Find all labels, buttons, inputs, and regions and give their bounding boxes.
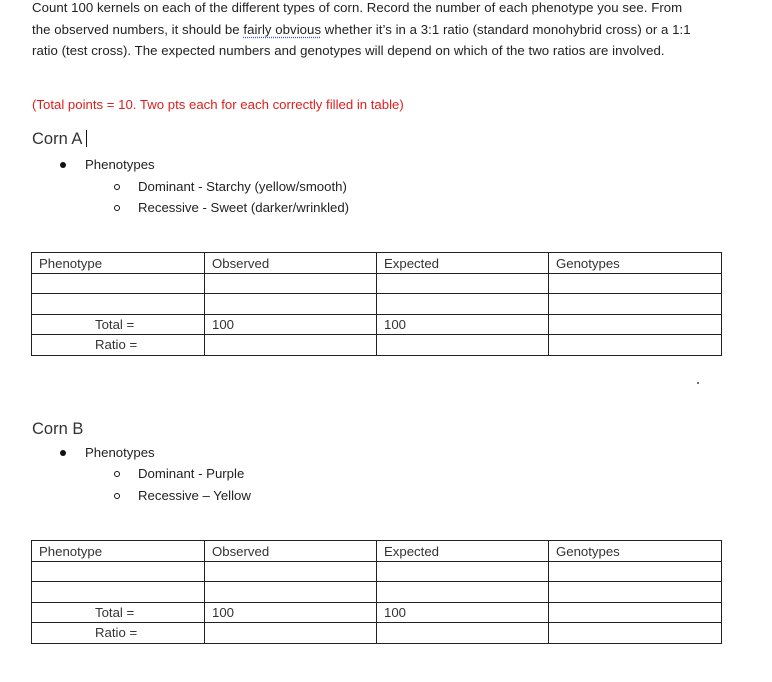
total-label: Total = bbox=[32, 602, 205, 622]
corn-b-phenotypes-label: Phenotypes bbox=[85, 445, 155, 460]
bullet-circle-icon bbox=[114, 471, 120, 477]
header-genotypes: Genotypes bbox=[549, 541, 722, 562]
corn-a-heading bbox=[32, 130, 87, 149]
table-cell[interactable] bbox=[205, 294, 377, 314]
observed-total[interactable]: 100 bbox=[205, 314, 377, 334]
stray-mark bbox=[697, 382, 699, 384]
header-observed: Observed bbox=[205, 541, 377, 562]
table-header-row bbox=[32, 253, 722, 274]
table-cell[interactable] bbox=[549, 562, 722, 582]
observed-total[interactable]: 100 bbox=[205, 602, 377, 622]
instructions-paragraph bbox=[32, 0, 702, 62]
corn-b-recessive-text: Recessive – Yellow bbox=[138, 488, 251, 503]
instructions-underlined-phrase: fairly obvious bbox=[243, 21, 322, 37]
header-phenotype: Phenotype bbox=[32, 253, 205, 274]
corn-a-phenotypes-label: Phenotypes bbox=[85, 157, 155, 172]
corn-a-heading-text: Corn A bbox=[32, 130, 83, 148]
table-header-row bbox=[32, 541, 722, 562]
corn-b-dominant-text: Dominant - Purple bbox=[138, 466, 245, 481]
table-cell[interactable] bbox=[205, 623, 377, 643]
table-cell[interactable] bbox=[205, 274, 377, 294]
expected-total[interactable]: 100 bbox=[377, 314, 549, 334]
header-phenotype: Phenotype bbox=[32, 541, 205, 562]
table-row bbox=[32, 562, 722, 582]
table-cell[interactable] bbox=[377, 274, 549, 294]
header-genotypes: Genotypes bbox=[549, 253, 722, 274]
table-cell[interactable] bbox=[377, 335, 549, 355]
ratio-row bbox=[32, 623, 722, 643]
table-cell[interactable] bbox=[32, 274, 205, 294]
corn-a-dominant-text: Dominant - Starchy (yellow/smooth) bbox=[138, 179, 347, 194]
points-note: (Total points = 10. Two pts each for each correctly filled in table) bbox=[32, 97, 404, 112]
table-row bbox=[32, 274, 722, 294]
table-row bbox=[32, 582, 722, 602]
corn-b-table bbox=[31, 540, 722, 644]
table-cell[interactable] bbox=[549, 335, 722, 355]
header-expected: Expected bbox=[377, 253, 549, 274]
corn-b-heading: Corn B bbox=[32, 420, 84, 438]
table-cell[interactable] bbox=[205, 582, 377, 602]
table-cell[interactable] bbox=[549, 582, 722, 602]
table-cell[interactable] bbox=[549, 623, 722, 643]
table-cell[interactable] bbox=[377, 294, 549, 314]
header-observed: Observed bbox=[205, 253, 377, 274]
header-expected: Expected bbox=[377, 541, 549, 562]
table-cell[interactable] bbox=[549, 294, 722, 314]
instructions-text-2: whether it’s in a 3:1 ratio (standard monohybrid cross) or a 1:1 ratio (test cross). The expected numbers and genotypes will depend on which of the two ratios are involved. bbox=[32, 21, 691, 58]
corn-a-table bbox=[31, 252, 722, 356]
bullet-circle-icon bbox=[114, 493, 120, 499]
table-cell[interactable] bbox=[32, 562, 205, 582]
bullet-circle-icon bbox=[114, 184, 120, 190]
ratio-label: Ratio = bbox=[32, 623, 205, 643]
total-row bbox=[32, 314, 722, 334]
table-cell[interactable] bbox=[549, 314, 722, 334]
table-cell[interactable] bbox=[377, 582, 549, 602]
ratio-label: Ratio = bbox=[32, 335, 205, 355]
table-cell[interactable] bbox=[32, 294, 205, 314]
bullet-dot-icon bbox=[60, 450, 66, 456]
total-row bbox=[32, 602, 722, 622]
table-cell[interactable] bbox=[205, 562, 377, 582]
expected-total[interactable]: 100 bbox=[377, 602, 549, 622]
instructions-text-1: Count 100 kernels on each of the different types of corn. Record the number of each phenotype you see. From the observed numbers, it should be bbox=[32, 0, 683, 37]
table-cell[interactable] bbox=[377, 562, 549, 582]
ratio-row bbox=[32, 335, 722, 355]
bullet-dot-icon bbox=[60, 162, 66, 168]
table-cell[interactable] bbox=[549, 274, 722, 294]
table-cell[interactable] bbox=[549, 602, 722, 622]
bullet-circle-icon bbox=[114, 205, 120, 211]
text-cursor bbox=[86, 130, 87, 147]
table-cell[interactable] bbox=[32, 582, 205, 602]
table-cell[interactable] bbox=[377, 623, 549, 643]
table-cell[interactable] bbox=[205, 335, 377, 355]
table-row bbox=[32, 294, 722, 314]
total-label: Total = bbox=[32, 314, 205, 334]
corn-a-recessive-text: Recessive - Sweet (darker/wrinkled) bbox=[138, 200, 350, 215]
